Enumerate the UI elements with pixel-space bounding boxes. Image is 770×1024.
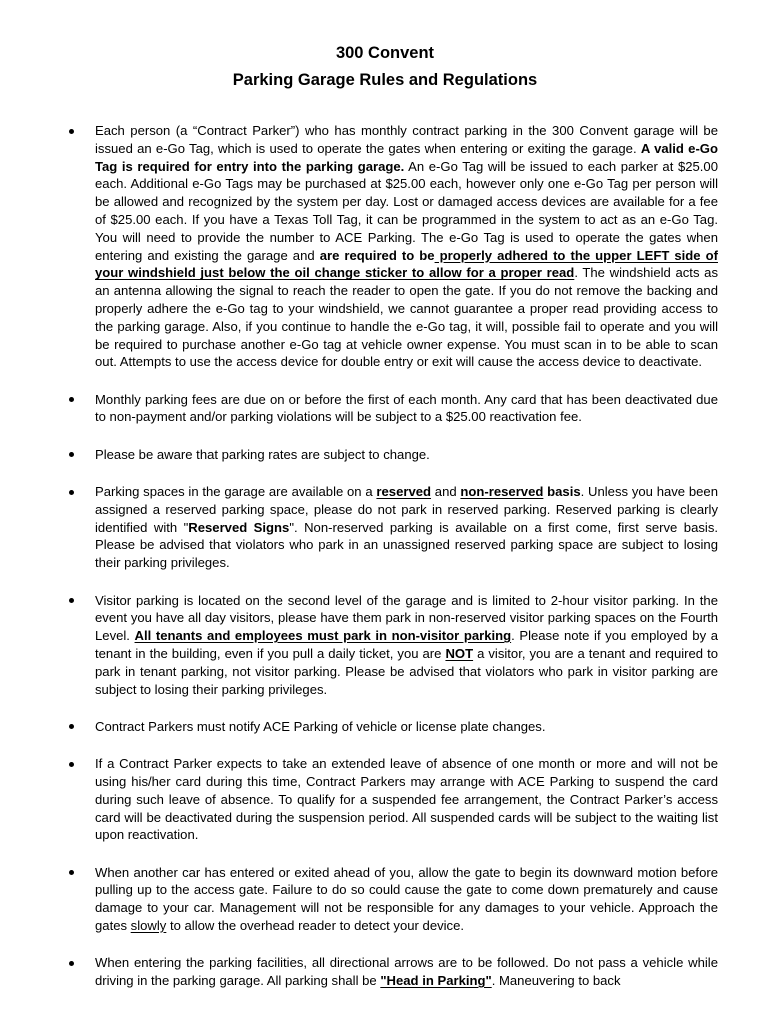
document-subtitle: Parking Garage Rules and Regulations (232, 71, 538, 89)
rule-emphasis-text: are required to be (319, 247, 435, 263)
rule-item (0, 718, 770, 736)
rule-emphasis-text: "Head in Parking" (380, 973, 492, 989)
rule-emphasis-text: non-reserved (460, 484, 544, 500)
rule-item (0, 755, 770, 844)
rule-text: ". Non-reserved parking is available on a first come, first serve basis. Please be advised that violators who park in an unassigned reserved parking space are subject to losing their parking privileges. (95, 519, 718, 571)
bullet-icon (69, 870, 74, 875)
bullet-icon (69, 961, 74, 966)
bullet-icon (69, 490, 74, 495)
document-title: 300 Convent (335, 44, 435, 62)
rule-text: . Maneuvering to back (491, 973, 621, 989)
rules-list (0, 122, 770, 1009)
rule-item (0, 592, 770, 699)
rule-emphasis-text: slowly (130, 917, 167, 933)
rule-item (0, 446, 770, 464)
rule-emphasis-text: A valid e-Go Tag is required for entry into the parking garage. (95, 140, 718, 174)
rule-emphasis-text: reserved (376, 484, 432, 500)
rule-text: to allow the overhead reader to detect your device. (166, 917, 465, 933)
rule-item (0, 864, 770, 935)
document-header (0, 40, 770, 94)
bullet-icon (69, 762, 74, 767)
rule-text: When another car has entered or exited ahead of you, allow the gate to begin its downward motion before pulling up to the access gate. Failure to do so could cause the gate to come down prematurely and cause damage to your car. Management will not be responsible for any damages to your vehicle. Approach the gates (95, 864, 718, 933)
rule-emphasis-text: NOT (445, 645, 474, 661)
rule-text: Please be aware that parking rates are subject to change. (95, 446, 430, 462)
rule-text: Monthly parking fees are due on or before the first of each month. Any card that has been deactivated due to non-payment and/or parking violations will be subject to a $25.00 reactivation fee. (95, 391, 718, 425)
rule-text: . Please note if you employed by a tenant in the building, even if you pull a daily ticket, you are (95, 628, 718, 661)
rule-text: When entering the parking facilities, all directional arrows are to be followed. Do not pass a vehicle while driving in the parking garage. All parking shall be (95, 955, 718, 989)
rule-text: . The windshield acts as an antenna allowing the signal to reach the reader to open the gate. If you do not remove the backing and properly adhere the e-Go tag to your windshield, we cannot guarantee a proper read providing access to the parking garage. Also, if you continue to handle the e-Go tag, it will, possible fail to operate and you will be required to purchase another e-Go tag at vehicle owner expense. You must scan in to be able to scan out. Attempts to use the access device for double entry or exit will cause the access device to deactivate. (95, 265, 719, 370)
rule-text: If a Contract Parker expects to take an extended leave of absence of one month or more and will not be using his/her card during this time, Contract Parkers may arrange with ACE Parking to suspend the card during such leave of absence. To qualify for a suspended fee arrangement, the Contract Parker’s access card will be deactivated during the suspension period. All suspended cards will be subject to the waiting list upon reactivation. (95, 756, 718, 843)
rule-item (0, 954, 770, 990)
bullet-icon (69, 452, 74, 457)
rule-text: Contract Parkers must notify ACE Parking of vehicle or license plate changes. (95, 718, 546, 734)
bullet-icon (69, 724, 74, 729)
rule-emphasis-text: basis (543, 484, 581, 500)
bullet-icon (69, 598, 74, 603)
bullet-icon (69, 129, 74, 134)
rule-text: Visitor parking is located on the second level of the garage and is limited to 2-hour visitor parking. In the event you have all day visitors, please have them park in non-reserved visitor parking spaces on the Fourth Level. (95, 592, 718, 644)
rule-text: Parking spaces in the garage are available on a (95, 484, 377, 500)
rule-emphasis-text: Reserved Signs (188, 519, 290, 535)
rule-item (0, 391, 770, 427)
rule-text: and (431, 484, 461, 500)
rule-text: An e-Go Tag will be issued to each parker at $25.00 each. Additional e-Go Tags may be purchased at $25.00 each, however only one e-Go Tag per person will be allowed and recognized by the system per day. Lost or damaged access devices are available for a fee of $25.00 each. If you have a Texas Toll Tag, it can be programmed in the system to act as an e-Go Tag. You will need to provide the number to ACE Parking. The e-Go Tag is used to operate the gates when entering and existing the garage and (95, 158, 718, 263)
rule-item (0, 483, 770, 572)
rule-emphasis-text: properly adhered to the upper LEFT side of your windshield just below the oil change sticker to allow for a proper read (95, 247, 718, 281)
rule-text: Each person (a “Contract Parker”) who has monthly contract parking in the 300 Convent garage will be issued an e-Go Tag, which is used to operate the gates when entering or exiting the garage. (95, 123, 718, 156)
rule-item (0, 122, 770, 371)
rule-text: . Unless you have been assigned a reserved parking space, please do not park in reserved parking. Reserved parking is clearly identified with " (95, 484, 718, 535)
rule-text: a visitor, you are a tenant and required to park in tenant parking, not visitor parking. Please be advised that violators who park in visitor parking are subject to losing their parking privileges. (95, 645, 718, 697)
rule-emphasis-text: All tenants and employees must park in non-visitor parking (134, 628, 512, 644)
bullet-icon (69, 397, 74, 402)
